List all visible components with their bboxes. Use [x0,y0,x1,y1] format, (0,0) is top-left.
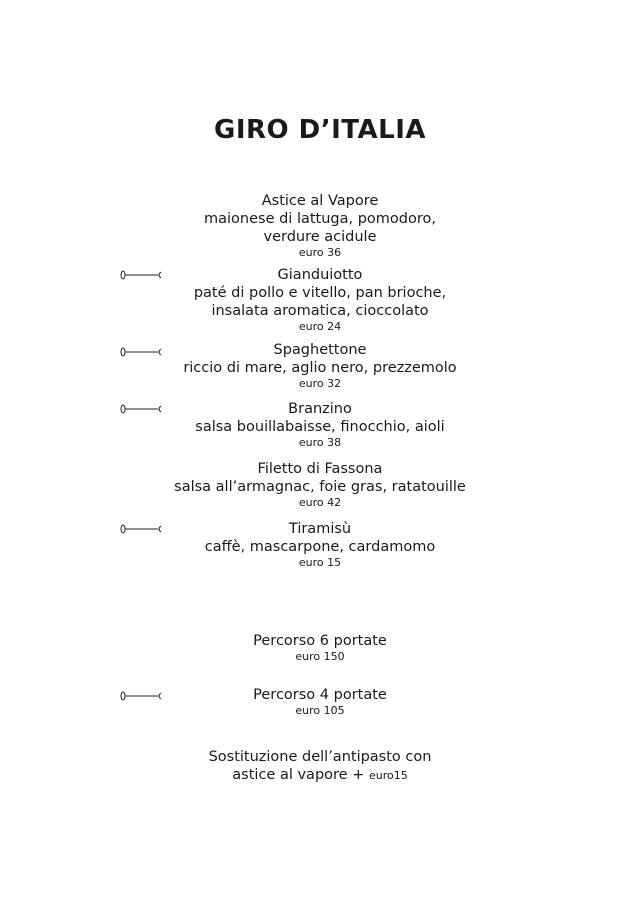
dish-name: Astice al Vapore [261,193,379,209]
dish-description: salsa all’armagnac, foie gras, ratatouille [174,479,466,495]
menu-price: euro 105 [295,704,345,717]
menu-name: Percorso 4 portate [253,687,387,703]
dish-price: euro 24 [298,320,342,333]
tasting-menu-4 [0,686,640,717]
menu-name: Percorso 6 portate [253,633,387,649]
dish-astice [0,192,640,259]
dish-price: euro 15 [298,556,342,569]
dish-description: caffè, mascarpone, cardamomo [204,539,436,555]
dish-description: riccio di mare, aglio nero, prezzemolo [183,360,457,376]
dish-name: Gianduiotto [277,267,363,283]
dish-description: insalata aromatica, cioccolato [211,303,429,319]
substitution-line: Sostituzione dell’antipasto con [208,749,432,765]
tasting-menu-6 [0,632,640,663]
dish-description: paté di pollo e vitello, pan brioche, [193,285,447,301]
dish-name: Tiramisù [288,521,352,537]
dish-branzino [0,400,640,449]
substitution-note [0,748,640,784]
menu-title: GIRO D’ITALIA [213,115,427,145]
dish-spaghettone [0,341,640,390]
dish-name: Branzino [288,401,352,417]
substitution-text: astice al vapore + [232,767,365,783]
menu-price: euro 150 [295,650,345,663]
dish-tiramisu [0,520,640,569]
dish-price: euro 36 [298,246,342,259]
dish-name: Spaghettone [273,342,367,358]
dish-description: maionese di lattuga, pomodoro, [204,211,436,227]
substitution-line-with-price [0,766,640,784]
dish-gianduiotto [0,266,640,333]
dish-description: verdure acidule [263,229,377,245]
substitution-price: euro15 [368,769,408,782]
dish-price: euro 32 [298,377,342,390]
dish-name: Filetto di Fassona [257,461,383,477]
dish-price: euro 38 [298,436,342,449]
dish-filetto [0,460,640,509]
dish-description: salsa bouillabaisse, finocchio, aioli [195,419,445,435]
dish-price: euro 42 [298,496,342,509]
